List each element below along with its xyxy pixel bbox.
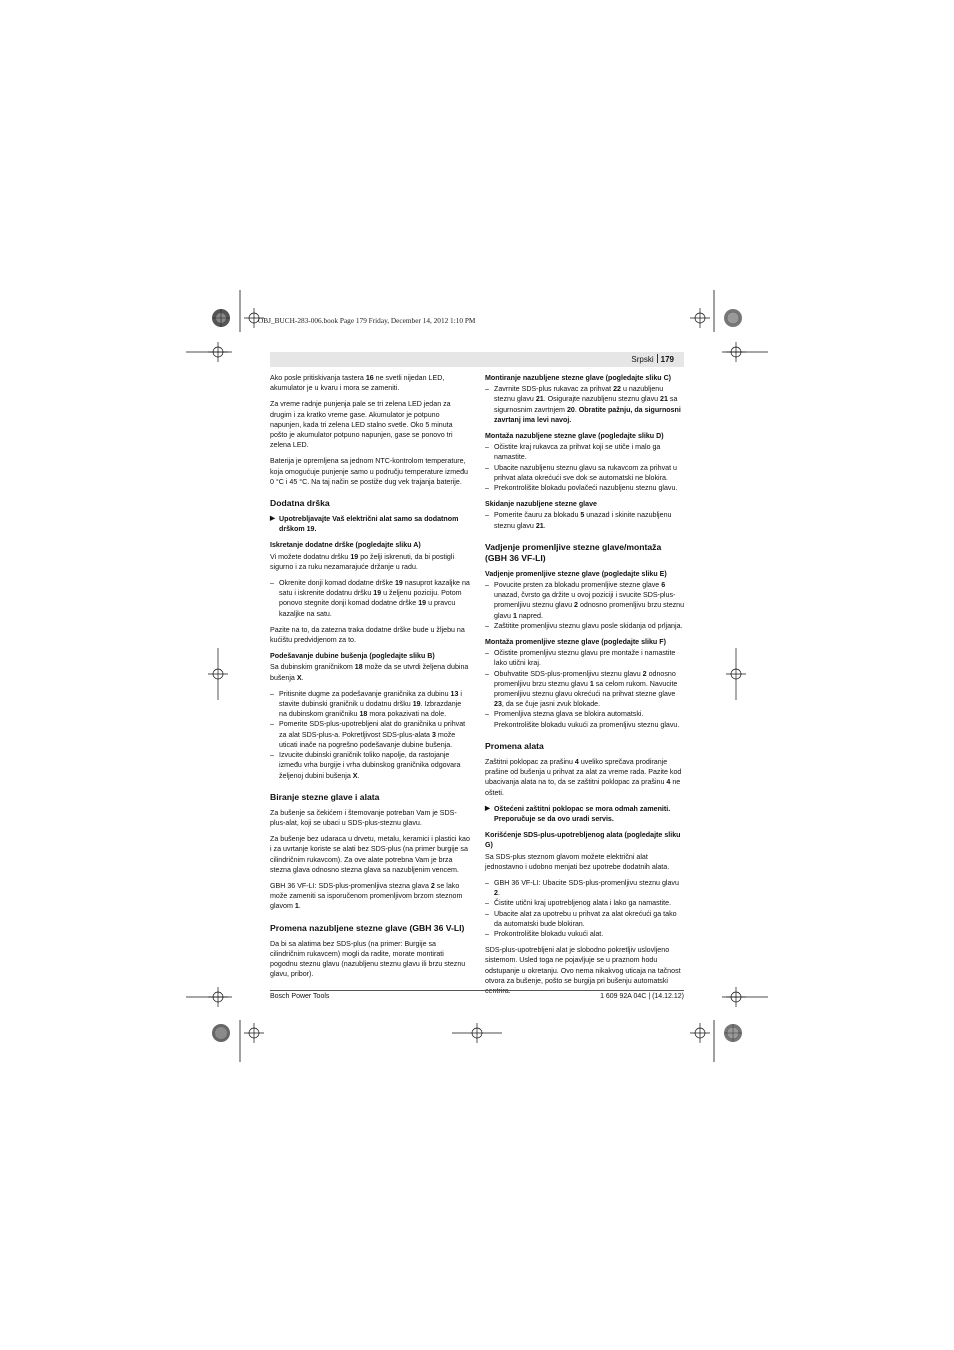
dash-list <box>485 878 685 939</box>
list-item: – Izvucite dubinski graničnik toliko napolje, da rastojanje između vrha burgije i vrha dubinskog graničnika odgovara željenoj dubini bušenja X. <box>270 751 461 780</box>
dash-list <box>485 648 685 730</box>
section-heading: Biranje stezne glave i alata <box>270 791 380 802</box>
paragraph: GBH 36 VF-LI: SDS-plus-promenljiva stezna glava 2 se lako može zameniti sa isporučenom promenljivom brzom steznom glavom 1. <box>270 881 463 911</box>
left-column <box>270 373 470 985</box>
color-target-top-left <box>212 309 230 327</box>
list-item: – Zaštitite promenljivu steznu glavu posle skidanja od prljanja. <box>485 621 683 630</box>
dash-list <box>270 578 470 619</box>
subsection-heading: Montiranje nazubljene stezne glave (pogledajte sliku C) <box>485 374 672 382</box>
section-heading: Dodatna drška <box>270 498 330 509</box>
section-heading: Promena nazubljene stezne glave (GBH 36 V-LI) <box>270 922 465 933</box>
subsection-heading: Korišćenje SDS-plus-upotrebljenog alata (pogledajte sliku G) <box>485 831 681 850</box>
registration-mark-bottom-left <box>244 1023 264 1043</box>
footer-doc-code: 1 609 92A 04C | (14.12.12) <box>600 993 684 1000</box>
registration-mark-left-lower <box>208 987 228 1007</box>
paragraph: Sa SDS-plus steznom glavom možete električni alat jednostavno i udobno menjati bez upotrebe dodatnih alata. <box>485 852 670 871</box>
registration-mark-left-middle <box>208 648 228 700</box>
registration-mark-right-lower <box>726 987 746 1007</box>
subsection-heading: Podešavanje dubine bušenja (pogledajte sliku B) <box>270 652 435 661</box>
list-item: – Obuhvatite SDS-plus-promenljivu steznu glavu 2 odnosno promenljivu brzu steznu glavu 1 sa celom rukom. Navucite promenljivu steznu glavu okrećući na prihvat stezne glave 23, da se čuje jasni zvuk blokade. <box>485 669 678 709</box>
page-header <box>270 352 684 367</box>
list-item: – Pritisnite dugme za podešavanje graničnika za dubinu 13 i stavite dubinski graničnik u dodatnu dršku 19. Izbrazdanje na dubinskom graničniku 18 mora pokazivati na dole. <box>270 689 462 719</box>
paragraph: Zaštitni poklopac za prašinu 4 uveliko sprečava prodiranje prašine od bušenja u prihvat za alat za vreme rada. Pazite kod ubacivanja alata na to, da se zaštitni poklopac za prašinu 4 ne ošteti. <box>485 757 682 797</box>
list-item: – Prokontrolišite blokadu vukući alat. <box>485 929 604 938</box>
print-slug: OBJ_BUCH-283-006.book Page 179 Friday, December 14, 2012 1:10 PM <box>258 316 476 325</box>
list-item: – Povucite prsten za blokadu promenljive stezne glave 6 unazad, čvrsto ga držite u ovoj poziciji i svucite SDS-plus-promenljivu steznu glavu 2 odnosno promenljivu brzu steznu glavu 1 napred. <box>485 581 685 620</box>
list-item: – Ubacite nazubljenu steznu glavu sa rukavcom za prihvat u prihvat alata okrećući sve dok se automatski ne blokira. <box>485 463 677 482</box>
registration-mark-bottom-right <box>690 1023 710 1043</box>
dash-list <box>485 384 685 425</box>
triangle-bullet-icon: ▶ <box>485 804 490 812</box>
warning-note: ▶ Upotrebljavajte Vaš električni alat samo sa dodatnom drškom 19. <box>270 515 459 534</box>
subsection-heading: Iskretanje dodatne drške (pogledajte sliku A) <box>270 541 421 550</box>
header-language: Srpski <box>631 355 654 364</box>
registration-mark-left-upper <box>208 342 228 362</box>
subsection-heading: Skidanje nazubljene stezne glave <box>485 500 597 509</box>
dash-list <box>485 442 685 493</box>
subsection-heading: Vadjenje promenljive stezne glave (pogledajte sliku E) <box>485 569 667 578</box>
registration-mark-right-middle <box>726 648 746 700</box>
list-item: – Okrenite donji komad dodatne drške 19 nasuprot kazaljke na satu i iskrenite dodatnu dršku 19 u željenu poziciju. Potom ponovo stegnite donji komad dodatne drške 19 u pravcu kazaljke na satu. <box>270 579 470 618</box>
list-item: – Pomerite čauru za blokadu 5 unazad i skinite nazubljenu steznu glavu 21. <box>485 511 672 530</box>
color-target-bottom-left <box>212 1024 230 1042</box>
paragraph: Sa dubinskim graničnikom 18 može da se utvrdi željena dubina bušenja X. <box>270 663 469 682</box>
list-item: – Prekontrolišite blokadu povlačeći nazubljenu steznu glavu. <box>485 484 678 493</box>
section-heading: Vadjenje promenljive stezne glave/montaža (GBH 36 VF-LI) <box>485 541 662 563</box>
paragraph: Za vreme radnje punjenja pale se tri zelena LED jedan za drugim i za kratko vreme gase. Akumulator je potpuno napunjen, kada tri zelena LED stalno svetle. Oko 5 minuta pošto je akumulator potpuno napunjen, gase se ponovo tri zelena LED. <box>270 400 453 450</box>
color-target-top-right <box>724 309 742 327</box>
header-separator <box>657 354 658 363</box>
footer-brand: Bosch Power Tools <box>270 993 330 1000</box>
paragraph: Da bi sa alatima bez SDS-plus (na primer: Burgije sa cilindričnim rukavcem) mogli da radite, morate montirati pogodnu steznu glavu (nazubljenu steznu glavu ili brzu steznu glavu, pribor). <box>270 939 466 979</box>
registration-mark-right-upper <box>726 342 746 362</box>
paragraph: Za bušenje sa čekićem i štemovanje potreban Vam je SDS-plus-alat, koji se ubaci u SDS-plus-steznu glavu. <box>270 808 457 827</box>
paragraph: Ako posle pritiskivanja tastera 16 ne svetli nijedan LED, akumulator je u kvaru i mora se zameniti. <box>270 374 445 393</box>
dash-list <box>485 510 685 530</box>
warning-note: ▶ Oštećeni zaštitni poklopac se mora odmah zameniti. Preporučuje se da ovo uradi servis. <box>485 804 671 823</box>
dash-list <box>270 689 470 781</box>
registration-mark-bottom-center <box>452 1023 502 1043</box>
dash-list <box>485 580 685 631</box>
right-column <box>485 373 685 1002</box>
header-text <box>631 354 674 364</box>
list-item: – GBH 36 VF-LI: Ubacite SDS-plus-promenljivu steznu glavu 2. <box>485 878 679 898</box>
list-item: – Zavrnite SDS-plus rukavac za prihvat 22 u nazubljenu steznu glavu 21. Osigurajte nazubljenu steznu glavu 21 sa sigurnosnim zavrtnjem 20. Obratite pažnju, da sigurnosni zavrtanj ima levi navoj. <box>485 385 681 424</box>
footer-rule <box>270 990 684 991</box>
list-item: – Pomerite SDS-plus-upotrebljeni alat do graničnika u prihvat za alat SDS-plus-a. Pokretljivost SDS-plus-alata 3 može uticati inače na pogrešno podešavanje dubine bušenja. <box>270 720 466 749</box>
subsection-heading: Montaža promenljive stezne glave (pogledajte sliku F) <box>485 638 666 647</box>
paragraph: Pazite na to, da zatezna traka dodatne drške bude u žljebu na kućištu predvidjenom za to. <box>270 625 465 645</box>
paragraph: SDS-plus-upotrebljeni alat je slobodno pokretljiv uslovljeno sistemom. Usled toga ne pojavljuje se u praznom hodu odstupanje u okretanju. Ovo nema nikakvog uticaja na tačnost otvora za bušenje, pošto se burgija pri bušenju automatski <box>485 946 681 985</box>
list-item: – Očistite promenljivu steznu glavu pre montaže i namastite lako utični kraj. <box>485 649 676 668</box>
section-heading: Promena alata <box>485 740 544 751</box>
paragraph: Baterija je opremljena sa jednom NTC-kontrolom temperature, koja omogućuje punjenje samo u području temperature između 0 °C i 45 °C. Na taj način se postiže dug vek trajanja baterije. <box>270 457 468 486</box>
paragraph: Za bušenje bez udaraca u drvetu, metalu, keramici i plastici kao i za uvrtanje koriste se alati bez SDS-plus (na primer burgije sa cilindričnim rukavcom). Za ove alate potrebna Vam je brza stezna glava odnosno stezna glava sa nazubljenim vencem. <box>270 835 470 874</box>
subsection-heading: Montaža nazubljene stezne glave (pogledajte sliku D) <box>485 432 664 441</box>
color-target-bottom-right <box>724 1024 742 1042</box>
paragraph: Vi možete dodatnu dršku 19 po želji iskrenuti, da bi postigli sigurno i za ruku nezamarajuće držanje u radu. <box>270 552 455 571</box>
list-item: – Ubacite alat za upotrebu u prihvat za alat okrećući ga tako da automatski bude blokiran. <box>485 909 677 928</box>
list-item: – Očistite kraj rukavca za prihvat koji se utiče i malo ga namastite. <box>485 443 661 462</box>
list-item: – Čistite utični kraj upotrebljenog alata i lako ga namastite. <box>485 899 672 908</box>
registration-mark-top-right <box>690 308 710 328</box>
list-item: – Promenljiva stezna glava se blokira automatski. Prekontrolišite blokadu vukući za promenljivu steznu glavu. <box>485 710 680 729</box>
page-number: 179 <box>660 355 674 364</box>
triangle-bullet-icon: ▶ <box>270 515 275 523</box>
